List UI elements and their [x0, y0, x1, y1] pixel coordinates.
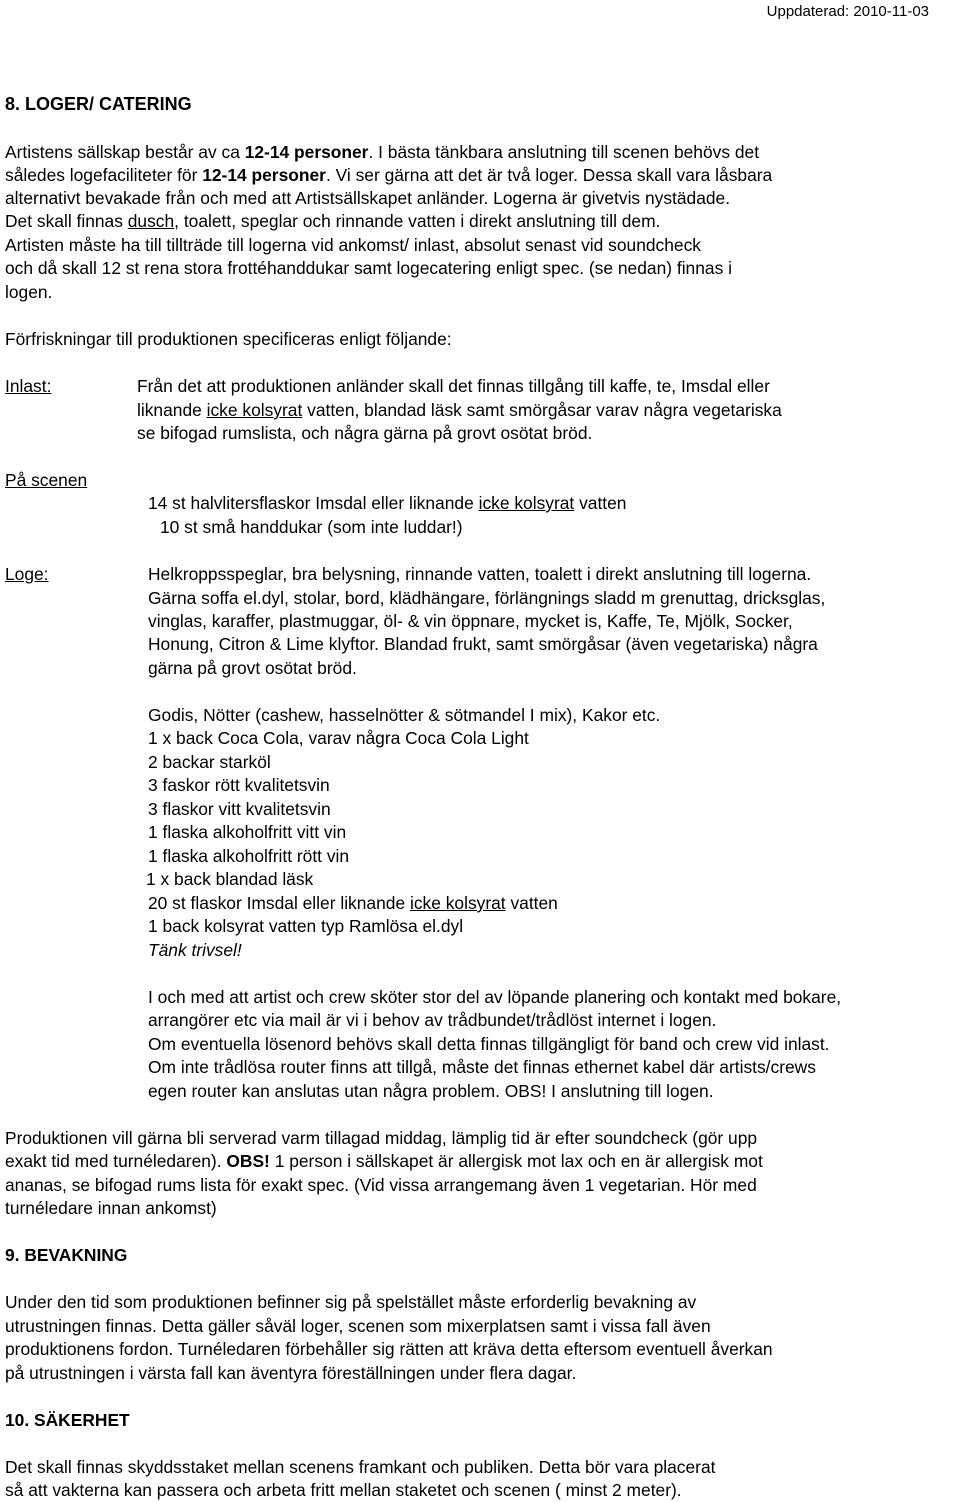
- tank-trivsel: Tänk trivsel!: [148, 940, 242, 960]
- internet-line: Om eventuella lösenord behövs skall detta finnas tillgängligt för band och crew vid inlast.: [148, 1034, 830, 1054]
- internet-line: arrangörer etc via mail är vi i behov av trådbundet/trådlöst internet i logen.: [148, 1010, 717, 1030]
- text: liknande: [137, 400, 207, 420]
- inlast-line: se bifogad rumslista, och några gärna på grovt osötat bröd.: [137, 423, 593, 443]
- bevakning-line: utrustningen finnas. Detta gäller såväl loger, scenen som mixerplatsen samt i vissa fall även: [5, 1316, 711, 1336]
- text: vatten: [574, 493, 627, 513]
- icke-kolsyrat-underlined: icke kolsyrat: [478, 493, 575, 513]
- list-item: 2 backar starköl: [148, 752, 271, 772]
- bevakning-line: produktionens fordon. Turnéledaren förbehåller sig rätten att kräva detta eftersom eventuell åverkan: [5, 1339, 773, 1359]
- loge-line: Helkroppsspeglar, bra belysning, rinnande vatten, toalett i direkt anslutning till logerna.: [148, 564, 812, 584]
- refreshments-intro: Förfriskningar till produktionen specificeras enligt följande:: [5, 329, 452, 349]
- section-10-heading: 10. SÄKERHET: [5, 1410, 130, 1430]
- sakerhet-line: så att vakterna kan passera och arbeta fritt mellan staketet och scenen ( minst 2 meter).: [5, 1480, 682, 1500]
- list-item: 3 flaskor vitt kvalitetsvin: [148, 799, 331, 819]
- loge-line: gärna på grovt osötat bröd.: [148, 658, 357, 678]
- inlast-line: Från det att produktionen anländer skall det finnas tillgång till kaffe, te, Imsdal eller: [137, 376, 770, 396]
- internet-line: Om inte trådlösa router finns att tillgå, måste det finnas ethernet kabel där artists/crews: [148, 1057, 816, 1077]
- scenen-line: [148, 492, 626, 515]
- loge-line: Honung, Citron & Lime klyftor. Blandad frukt, samt smörgåsar (även vegetariska) några: [148, 634, 818, 654]
- list-item: 1 back kolsyrat vatten typ Ramlösa el.dyl: [148, 916, 464, 936]
- obs-bold: OBS!: [226, 1151, 270, 1171]
- text: vatten: [505, 893, 558, 913]
- section-8-heading: 8. LOGER/ CATERING: [5, 94, 192, 114]
- loge-line: vinglas, karaffer, plastmuggar, öl- & vin öppnare, mycket is, Kaffe, Te, Mjölk, Socker,: [148, 611, 793, 631]
- icke-kolsyrat-underlined: icke kolsyrat: [409, 893, 506, 913]
- text: . Vi ser gärna att det är två loger. Dessa skall vara låsbara: [325, 165, 773, 185]
- internet-line: egen router kan anslutas utan några problem. OBS! I anslutning till logen.: [148, 1081, 714, 1101]
- list-item: 1 flaska alkoholfritt rött vin: [148, 846, 350, 866]
- sakerhet-line: Det skall finnas skyddsstaket mellan scenens framkant och publiken. Detta bör vara placerat: [5, 1457, 716, 1477]
- text: . I bästa tänkbara anslutning till scenen behövs det: [368, 142, 760, 162]
- dinner-line: Produktionen vill gärna bli serverad varm tillagad middag, lämplig tid är efter soundcheck (gör upp: [5, 1128, 758, 1148]
- inlast-label: Inlast:: [5, 376, 52, 396]
- list-item: 3 faskor rött kvalitetsvin: [148, 775, 330, 795]
- list-item: [148, 892, 558, 915]
- section-9-heading: 9. BEVAKNING: [5, 1245, 128, 1265]
- updated-date: Uppdaterad: 2010-11-03: [766, 3, 929, 20]
- text: 1 person i sällskapet är allergisk mot lax och en är allergisk mot: [269, 1151, 763, 1171]
- list-item: 1 x back blandad läsk: [146, 869, 314, 889]
- inlast-line: [137, 399, 782, 422]
- intro-line: logen.: [5, 282, 53, 302]
- bevakning-line: på utrustningen i värsta fall kan äventyra föreställningen under flera dagar.: [5, 1363, 577, 1383]
- text: 14 st halvlitersflaskor Imsdal eller liknande: [148, 493, 479, 513]
- list-item: Godis, Nötter (cashew, hasselnötter & sötmandel I mix), Kakor etc.: [148, 705, 661, 725]
- text: exakt tid med turnéledaren).: [5, 1151, 227, 1171]
- loge-line: Gärna soffa el.dyl, stolar, bord, klädhängare, förlängnings sladd m grenuttag, dricksglas,: [148, 588, 826, 608]
- icke-kolsyrat-underlined: icke kolsyrat: [206, 400, 303, 420]
- dinner-line: turnéledare innan ankomst): [5, 1198, 217, 1218]
- dinner-line: ananas, se bifogad rums lista för exakt spec. (Vid vissa arrangemang även 1 vegetarian. Hör med: [5, 1175, 757, 1195]
- intro-line: och då skall 12 st rena stora frottéhanddukar samt logecatering enligt spec. (se nedan) finnas i: [5, 258, 732, 278]
- scenen-line: 10 st små handdukar (som inte luddar!): [160, 517, 463, 537]
- dusch-underlined: dusch: [127, 211, 175, 231]
- intro-line: Artisten måste ha till tillträde till logerna vid ankomst/ inlast, absolut senast vid soundcheck: [5, 235, 701, 255]
- list-item: 1 flaska alkoholfritt vitt vin: [148, 822, 347, 842]
- intro-line: [5, 164, 772, 187]
- text: vatten, blandad läsk samt smörgåsar varav några vegetariska: [302, 400, 782, 420]
- persons-count: 12-14 personer: [244, 142, 369, 162]
- text: 20 st flaskor Imsdal eller liknande: [148, 893, 410, 913]
- persons-count: 12-14 personer: [202, 165, 326, 185]
- scenen-label: På scenen: [5, 470, 88, 490]
- text: Det skall finnas: [5, 211, 128, 231]
- text: således logefaciliteter för: [5, 165, 203, 185]
- text: , toalett, speglar och rinnande vatten i direkt anslutning till dem.: [174, 211, 661, 231]
- list-item: 1 x back Coca Cola, varav några Coca Cola Light: [148, 728, 529, 748]
- text: Artistens sällskap består av ca: [5, 142, 245, 162]
- bevakning-line: Under den tid som produktionen befinner sig på spelstället måste erforderlig bevakning av: [5, 1292, 697, 1312]
- intro-line: alternativt bevakade från och med att Artistsällskapet anländer. Logerna är givetvis nystädade.: [5, 188, 731, 208]
- intro-line: [5, 141, 759, 164]
- dinner-line: [5, 1150, 763, 1173]
- internet-line: I och med att artist och crew sköter stor del av löpande planering och kontakt med bokare,: [148, 987, 842, 1007]
- loge-label: Loge:: [5, 564, 49, 584]
- intro-line: [5, 210, 660, 233]
